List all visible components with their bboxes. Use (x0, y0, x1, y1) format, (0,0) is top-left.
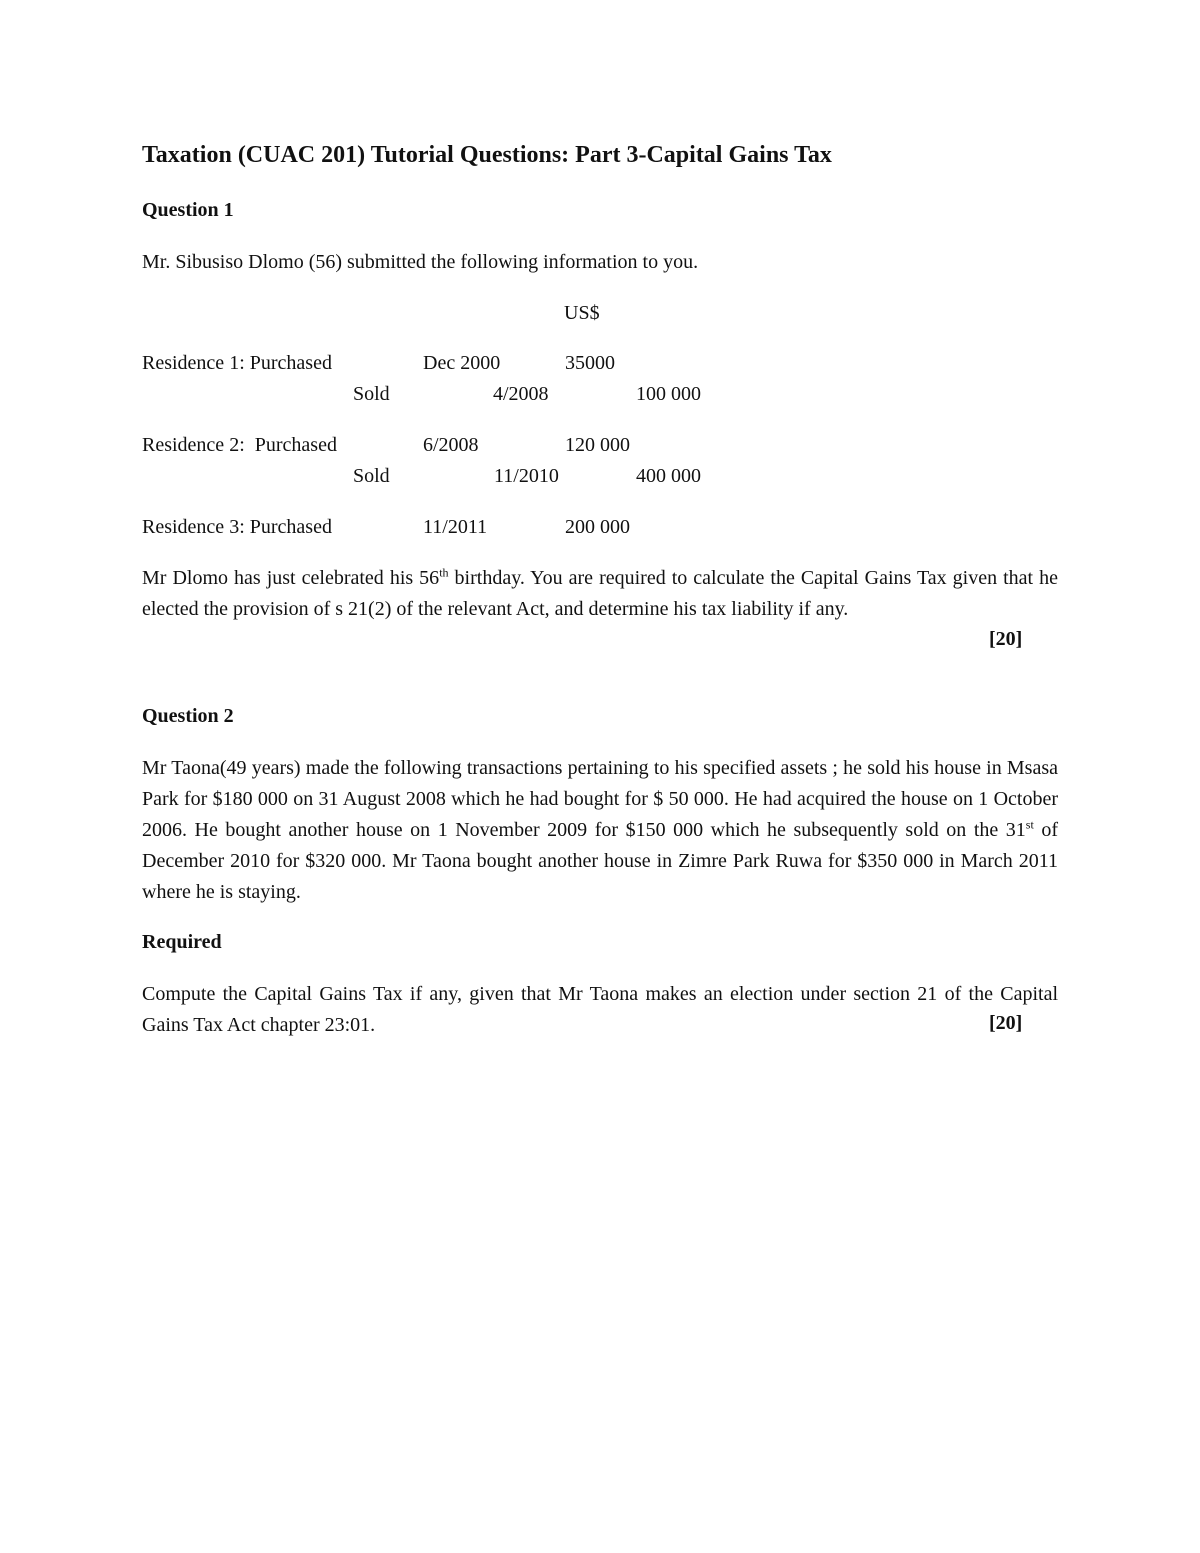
ordinal-suffix: th (439, 565, 449, 580)
row-amount: 35000 (565, 352, 615, 374)
row-date: Dec 2000 (423, 352, 501, 374)
row-amount: 400 000 (636, 465, 701, 487)
document-title: Taxation (CUAC 201) Tutorial Questions: Part 3-Capital Gains Tax (142, 142, 832, 168)
row-date: 11/2010 (494, 465, 559, 487)
row-label: Residence 2: Purchased (142, 434, 337, 456)
ordinal-suffix: st (1025, 817, 1034, 832)
question-2-paragraph-text: of December 2010 for $320 000. Mr Taona bought another house in Zimre Park Ruwa for $350 000 in March 2011 where he is staying. (142, 819, 1058, 903)
question-1-heading: Question 1 (142, 199, 234, 221)
row-amount: 120 000 (565, 434, 630, 456)
question-2-marks: [20] (989, 1012, 1023, 1034)
question-2-heading: Question 2 (142, 705, 234, 727)
question-2-paragraph-text: Mr Taona(49 years) made the following transactions pertaining to his specified assets ; he sold his house in Msasa Park for $180 000 on 31 August 2008 which he had bought for $ 50 000. He had acquired the house on 1 October 2006. He bought another house on 1 November 2009 for $150 000 which he subsequently sold on the 31 (142, 757, 1058, 841)
required-heading: Required (142, 931, 222, 953)
row-label: Sold (353, 465, 390, 487)
row-date: 4/2008 (493, 383, 549, 405)
row-label: Residence 1: Purchased (142, 352, 332, 374)
question-1-intro: Mr. Sibusiso Dlomo (56) submitted the following information to you. (142, 251, 699, 273)
row-date: 11/2011 (423, 516, 488, 538)
question-2-paragraph (142, 753, 1058, 908)
row-date: 6/2008 (423, 434, 479, 456)
row-amount: 200 000 (565, 516, 630, 538)
row-label: Residence 3: Purchased (142, 516, 332, 538)
row-amount: 100 000 (636, 383, 701, 405)
question-1-paragraph (142, 563, 1058, 625)
question-1-marks: [20] (989, 628, 1023, 650)
row-label: Sold (353, 383, 390, 405)
question-1-paragraph-text: Mr Dlomo has just celebrated his 56 (142, 567, 440, 589)
currency-header: US$ (564, 302, 600, 324)
required-paragraph: Compute the Capital Gains Tax if any, given that Mr Taona makes an election under section 21 of the Capital Gains Tax Act chapter 23:01. (142, 983, 1058, 1036)
question-1-paragraph-text: birthday. You are required to calculate the Capital Gains Tax given that he elected the provision of s 21(2) of the relevant Act, and determine his tax liability if any. (142, 567, 1058, 620)
